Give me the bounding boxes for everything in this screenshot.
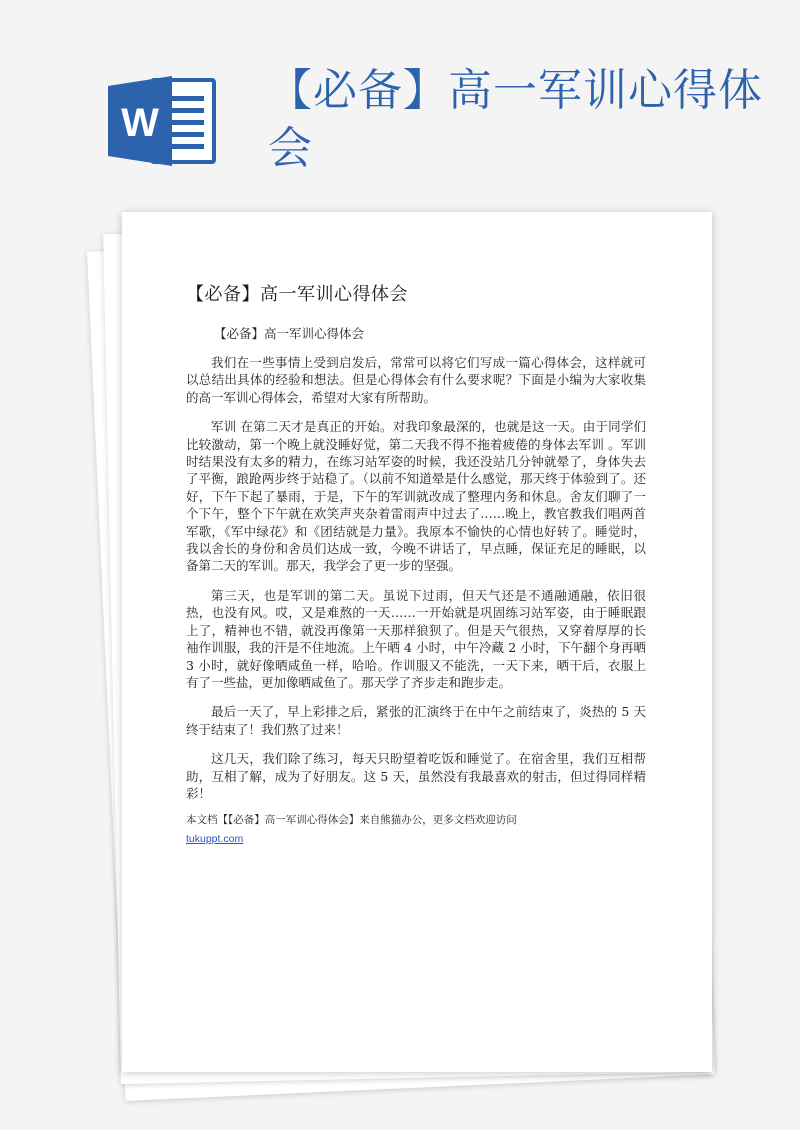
page-title: 【必备】高一军训心得体会 [268, 65, 763, 174]
document-heading: 【必备】高一军训心得体会 [186, 284, 408, 305]
source-note: 本文档【【必备】高一军训心得体会】来自熊猫办公，更多文档欢迎访问 [186, 814, 517, 827]
paragraph-5: 这几天，我们除了练习，每天只盼望着吃饭和睡觉了。在宿舍里，我们互相帮助，互相了解，成为了好朋友。这 5 天，虽然没有我最喜欢的射击，但过得同样精彩！ [186, 751, 646, 801]
document-subtitle: 【必备】高一军训心得体会 [214, 326, 365, 341]
paragraph-4: 最后一天了，早上彩排之后，紧张的汇演终于在中午之前结束了，炎热的 5 天终于结束了！我们熬了过来！ [186, 704, 646, 737]
paragraph-2: 军训 在第二天才是真正的开始。对我印象最深的，也就是这一天。由于同学们比较激动，第一个晚上就没睡好觉，第二天我不得不拖着疲倦的身体去军训 。军训时结果没有太多的精力，在练习站军姿的时候，我还没站几分钟就晕了，身体失去了平衡，踉跄两步终于站稳了。（以前不知道晕是什么感觉，那天终于体验到了。还好，下午下起了暴雨，于是，下午的军训就改成了整理内务和休息。舍友们聊了一个下午，整个下午就在欢笑声夹杂着雷雨声中过去了……晚上，教官教我们唱两首军歌，《军中绿花》和《团结就是力量》。我原本不愉快的心情也好转了。睡觉时，我以舍长的身份和舍员们达成一致，今晚不讲话了，早点睡，保证充足的睡眠，以备第二天的军训。那天，我学会了更一步的坚强。 [186, 419, 646, 574]
paragraph-3: 第三天，也是军训的第二天。虽说下过雨，但天气还是不通融通融，依旧很热，也没有风。哎，又是难熬的一天……一开始就是巩固练习站军姿，由于睡眠跟上了，精神也不错，就没再像第一天那样狼狈了。但是天气很热，又穿着厚厚的长袖作训服，我的汗是不住地流。上午晒 4 小时，中午冷藏 2 小时，下午翻个身再晒 3 小时，就好像晒咸鱼一样，哈哈。作训服又不能洗，一天下来，晒干后，衣服上有了一些盐，更加像晒咸鱼了。那天学了齐步走和跑步走。 [186, 587, 646, 690]
word-document-icon [108, 76, 218, 166]
source-link[interactable]: tukuppt.com [186, 833, 244, 846]
document-body [186, 324, 646, 846]
document-page [122, 212, 712, 1072]
paragraph-1: 我们在一些事情上受到启发后，常常可以将它们写成一篇心得体会，这样就可以总结出具体的经验和想法。但是心得体会有什么要求呢？下面是小编为大家收集的高一军训心得体会，希望对大家有所帮助。 [186, 355, 646, 405]
word-logo-letter: W [121, 101, 159, 145]
